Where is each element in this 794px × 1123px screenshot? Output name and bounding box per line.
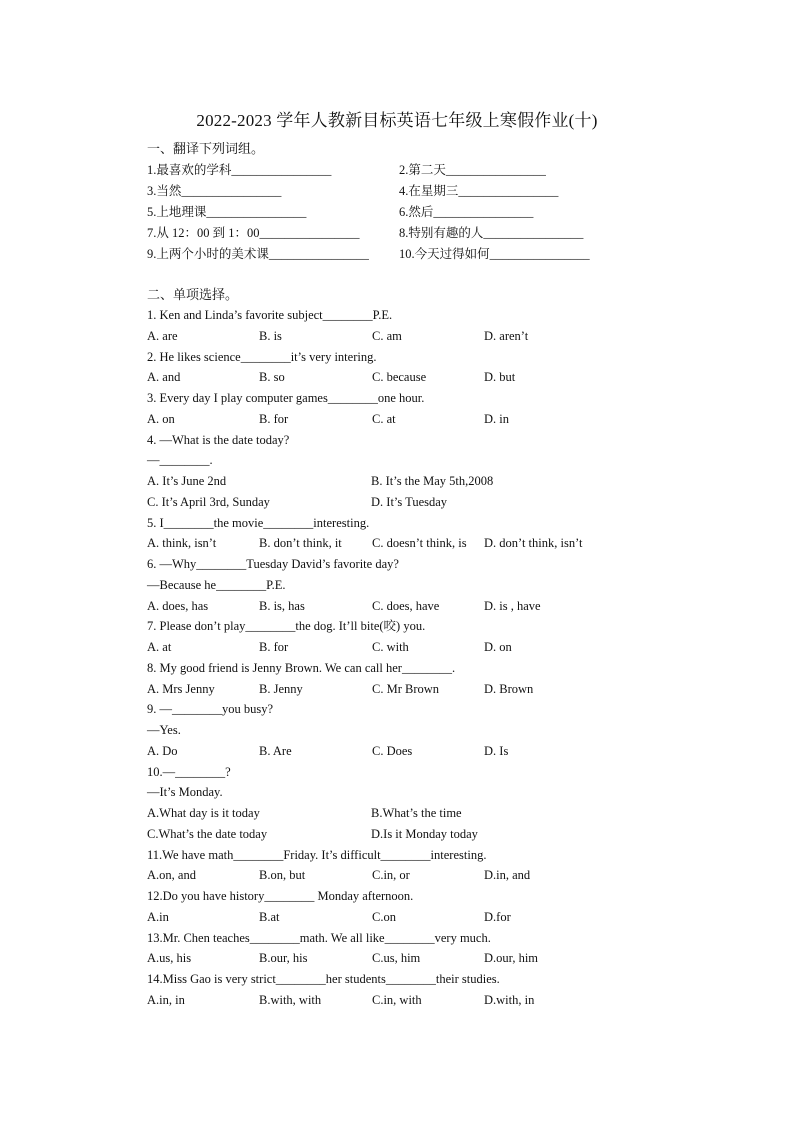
translation-item: 6.然后________________ — [399, 205, 534, 219]
question-text: 4. —What is the date today? — [147, 433, 290, 447]
translation-item: 3.当然________________ — [147, 184, 282, 198]
translation-item: 9.上两个小时的美术课________________ — [147, 247, 369, 261]
translation-row — [147, 224, 627, 242]
option: D. Is — [484, 744, 509, 758]
option: B. Jenny — [259, 682, 303, 696]
translation-item: 5.上地理课________________ — [147, 205, 307, 219]
question-line: —Yes. — [147, 723, 181, 737]
question-text: 1. Ken and Linda’s favorite subject________P.E. — [147, 308, 393, 322]
option: A. are — [147, 329, 178, 343]
option: C. It’s April 3rd, Sunday — [147, 495, 270, 509]
option: B.on, but — [259, 868, 306, 882]
translation-row — [147, 203, 627, 221]
option: A. Do — [147, 744, 178, 758]
option: B. Are — [259, 744, 292, 758]
question-text: 11.We have math________Friday. It’s difficult________interesting. — [147, 848, 487, 862]
option: B. for — [259, 412, 289, 426]
option: C. with — [372, 640, 409, 654]
option: D. aren’t — [484, 329, 529, 343]
option: C. because — [372, 370, 427, 384]
option: D. in — [484, 412, 509, 426]
translation-item: 1.最喜欢的学科________________ — [147, 163, 332, 177]
option: B. is, has — [259, 599, 305, 613]
option: A. It’s June 2nd — [147, 474, 227, 488]
question-text: 6. —Why________Tuesday David’s favorite day? — [147, 557, 399, 571]
option: C.on — [372, 910, 396, 924]
translation-item: 2.第二天________________ — [399, 163, 546, 177]
translation-item: 10.今天过得如何________________ — [399, 247, 590, 261]
option: C.in, or — [372, 868, 410, 882]
option: C.in, with — [372, 993, 422, 1007]
option: D. is , have — [484, 599, 541, 613]
option: A.us, his — [147, 951, 192, 965]
option: C. does, have — [372, 599, 440, 613]
option: B.our, his — [259, 951, 308, 965]
option: A.in — [147, 910, 169, 924]
translation-item: 4.在星期三________________ — [399, 184, 559, 198]
translation-row — [147, 182, 627, 200]
option: A. does, has — [147, 599, 209, 613]
question-text: 7. Please don’t play________the dog. It’ll bite(咬) you. — [147, 619, 426, 633]
question-line: —It’s Monday. — [147, 785, 223, 799]
question-text: 12.Do you have history________ Monday afternoon. — [147, 889, 414, 903]
option: C. at — [372, 412, 396, 426]
option: D. Brown — [484, 682, 534, 696]
translation-item: 7.从 12：00 到 1：00________________ — [147, 226, 360, 240]
option: A. on — [147, 412, 175, 426]
option: B. for — [259, 640, 289, 654]
option: A. at — [147, 640, 172, 654]
option: D.our, him — [484, 951, 539, 965]
option: B. is — [259, 329, 282, 343]
option: C.us, him — [372, 951, 421, 965]
question-text: 14.Miss Gao is very strict________her students________their studies. — [147, 972, 500, 986]
question-text: 2. He likes science________it’s very intering. — [147, 350, 377, 364]
option: D. but — [484, 370, 516, 384]
translation-row — [147, 161, 627, 179]
option: D.with, in — [484, 993, 535, 1007]
question-text: 8. My good friend is Jenny Brown. We can call her________. — [147, 661, 456, 675]
translation-row — [147, 245, 627, 263]
question-text: 5. I________the movie________interesting. — [147, 516, 370, 530]
question-line: —________. — [147, 453, 213, 467]
translation-item: 8.特别有趣的人________________ — [399, 226, 584, 240]
section-heading: 一、翻译下列词组。 — [147, 141, 265, 156]
option: B.with, with — [259, 993, 322, 1007]
option: D. on — [484, 640, 512, 654]
option: A. and — [147, 370, 181, 384]
option: D. It’s Tuesday — [371, 495, 448, 509]
option: A.in, in — [147, 993, 185, 1007]
option: A.What day is it today — [147, 806, 260, 820]
option: C. Mr Brown — [372, 682, 440, 696]
question-text: 10.—________? — [147, 765, 231, 779]
option: B. so — [259, 370, 285, 384]
option: C. doesn’t think, is — [372, 536, 467, 550]
option: C. am — [372, 329, 402, 343]
option: A. think, isn’t — [147, 536, 217, 550]
question-text: 13.Mr. Chen teaches________math. We all like________very much. — [147, 931, 491, 945]
option: D.in, and — [484, 868, 531, 882]
option: C.What’s the date today — [147, 827, 268, 841]
option: B. don’t think, it — [259, 536, 342, 550]
option: D.Is it Monday today — [371, 827, 478, 841]
option: D.for — [484, 910, 511, 924]
option: B.at — [259, 910, 280, 924]
option: B.What’s the time — [371, 806, 462, 820]
section-heading: 二、单项选择。 — [147, 287, 239, 302]
option: A.on, and — [147, 868, 196, 882]
question-line: —Because he________P.E. — [147, 578, 286, 592]
page-title: 2022-2023 学年人教新目标英语七年级上寒假作业(十) — [196, 111, 598, 130]
option: A. Mrs Jenny — [147, 682, 215, 696]
question-text: 9. —________you busy? — [147, 702, 274, 716]
question-text: 3. Every day I play computer games________one hour. — [147, 391, 425, 405]
option: D. don’t think, isn’t — [484, 536, 583, 550]
option: C. Does — [372, 744, 413, 758]
option: B. It’s the May 5th,2008 — [371, 474, 494, 488]
